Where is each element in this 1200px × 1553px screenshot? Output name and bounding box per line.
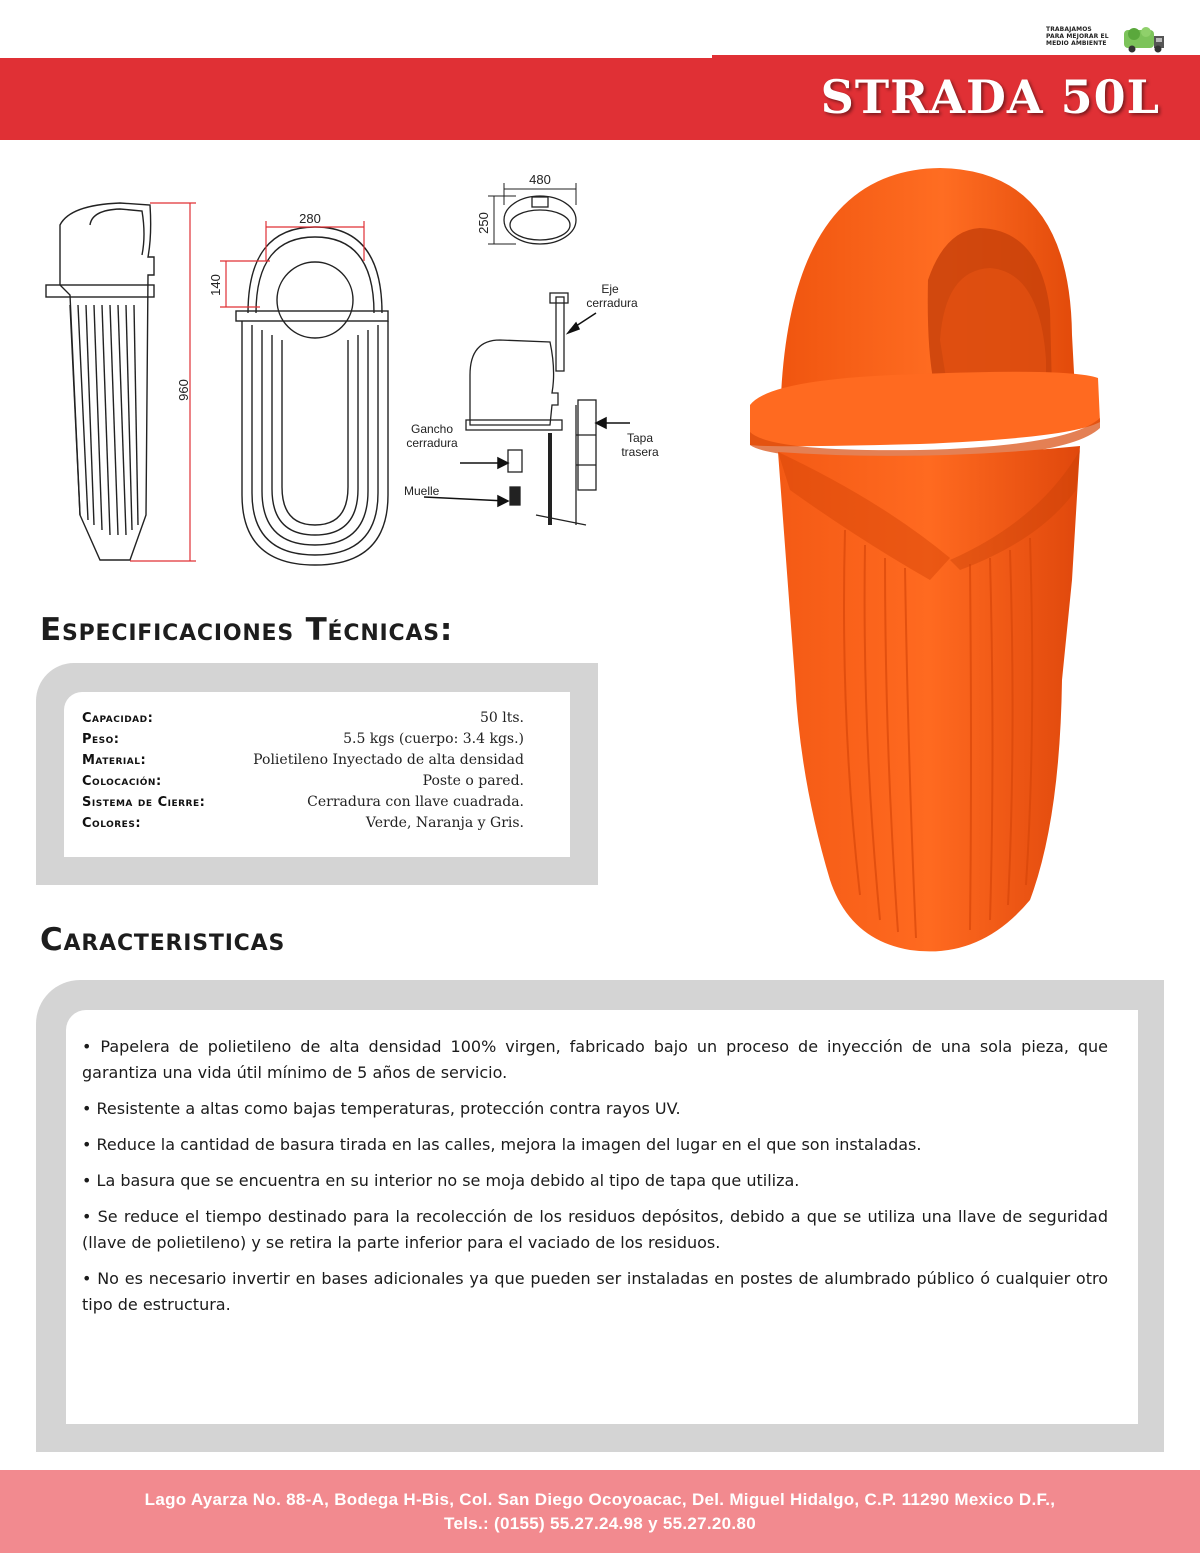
side-view-drawing [46, 203, 154, 560]
spec-row-peso [82, 731, 524, 752]
badge-line-2: PARA MEJORAR EL [1046, 33, 1109, 40]
product-photo-orange-bin [740, 160, 1120, 960]
characteristic-item: • La basura que se encuentra en su interior no se moja debido al tipo de tapa que utiliza. [82, 1171, 800, 1190]
eco-badge-text [1046, 26, 1109, 47]
spec-value: Polietileno Inyectado de alta densidad [253, 752, 524, 768]
footer-address: Lago Ayarza No. 88-A, Bodega H-Bis, Col. San Diego Ocoyoacac, Del. Miguel Hidalgo, C.P. 11290 Mexico D.F., [144, 1490, 1056, 1509]
spec-row-colores [82, 815, 524, 836]
dim-280-label: 280 [299, 211, 321, 226]
characteristic-item: • Reduce la cantidad de basura tirada en las calles, mejora la imagen del lugar en el que son instaladas. [82, 1135, 922, 1154]
footer-phones: Tels.: (0155) 55.27.24.98 y 55.27.20.80 [444, 1514, 756, 1533]
spec-row-sistema-cierre [82, 794, 524, 815]
characteristics-heading: Caracteristicas [40, 922, 286, 958]
front-view-drawing [236, 227, 388, 565]
specs-panel [64, 692, 570, 857]
spec-row-capacidad [82, 710, 524, 731]
callout-gancho-line1: Gancho [410, 422, 454, 436]
spec-value: Poste o pared. [422, 773, 524, 789]
badge-line-3: MEDIO AMBIENTE [1046, 40, 1107, 47]
characteristics-panel [66, 1010, 1138, 1424]
spec-label: Sistema de Cierre: [82, 795, 206, 810]
top-view-drawing [504, 196, 576, 244]
spec-label: Colores: [82, 816, 142, 831]
spec-row-colocacion [82, 773, 524, 794]
characteristic-item: • Papelera de polietileno de alta densidad 100% virgen, fabricado bajo un proceso de inyección de una sola pieza, que garantiza una vida útil mínimo de 5 años de servicio. [82, 1037, 1108, 1082]
technical-drawings [30, 165, 690, 585]
spec-value: 5.5 kgs (cuerpo: 3.4 kgs.) [343, 731, 524, 747]
dim-480-label: 480 [529, 172, 551, 187]
characteristic-item: • No es necesario invertir en bases adicionales ya que pueden ser instaladas en postes de alumbrado público ó cualquier otro tipo de estructura. [82, 1269, 1108, 1314]
callout-gancho-line2: cerradura [406, 436, 458, 450]
spec-row-material [82, 752, 524, 773]
footer-band [0, 1470, 1200, 1553]
dim-280-marker [266, 221, 364, 261]
characteristic-item: • Se reduce el tiempo destinado para la recolección de los residuos depósitos, debido a que se utiliza una llave de seguridad (llave de polietileno) y se retira la parte inferior para el vaciado de los residuos. [82, 1207, 1108, 1252]
spec-value: Cerradura con llave cuadrada. [307, 794, 524, 810]
callout-arrows [424, 313, 630, 506]
callout-eje-line2: cerradura [586, 296, 638, 310]
callout-eje-line1: Eje [601, 282, 619, 296]
spec-label: Peso: [82, 732, 120, 747]
callout-muelle: Muelle [404, 484, 440, 498]
specs-heading: Especificaciones Técnicas: [40, 612, 454, 648]
spec-label: Capacidad: [82, 711, 154, 726]
dim-140-label: 140 [208, 274, 223, 296]
recycle-truck-icon [1120, 24, 1200, 54]
spec-value: Verde, Naranja y Gris. [365, 815, 524, 831]
badge-line-1: TRABAJAMOS [1046, 26, 1092, 33]
dim-250-label: 250 [476, 212, 491, 234]
spec-value: 50 lts. [479, 710, 524, 726]
characteristic-item: • Resistente a altas como bajas temperaturas, protección contra rayos UV. [82, 1099, 681, 1118]
callout-tapa-line1: Tapa [626, 431, 654, 445]
dim-140-marker [220, 261, 270, 307]
spec-label: Material: [82, 753, 147, 768]
dim-960-label: 960 [176, 379, 191, 401]
product-title: STRADA 50L [820, 70, 1160, 124]
spec-label: Colocación: [82, 774, 162, 789]
eco-badge [1046, 24, 1196, 58]
callout-tapa-line2: trasera [621, 445, 659, 459]
